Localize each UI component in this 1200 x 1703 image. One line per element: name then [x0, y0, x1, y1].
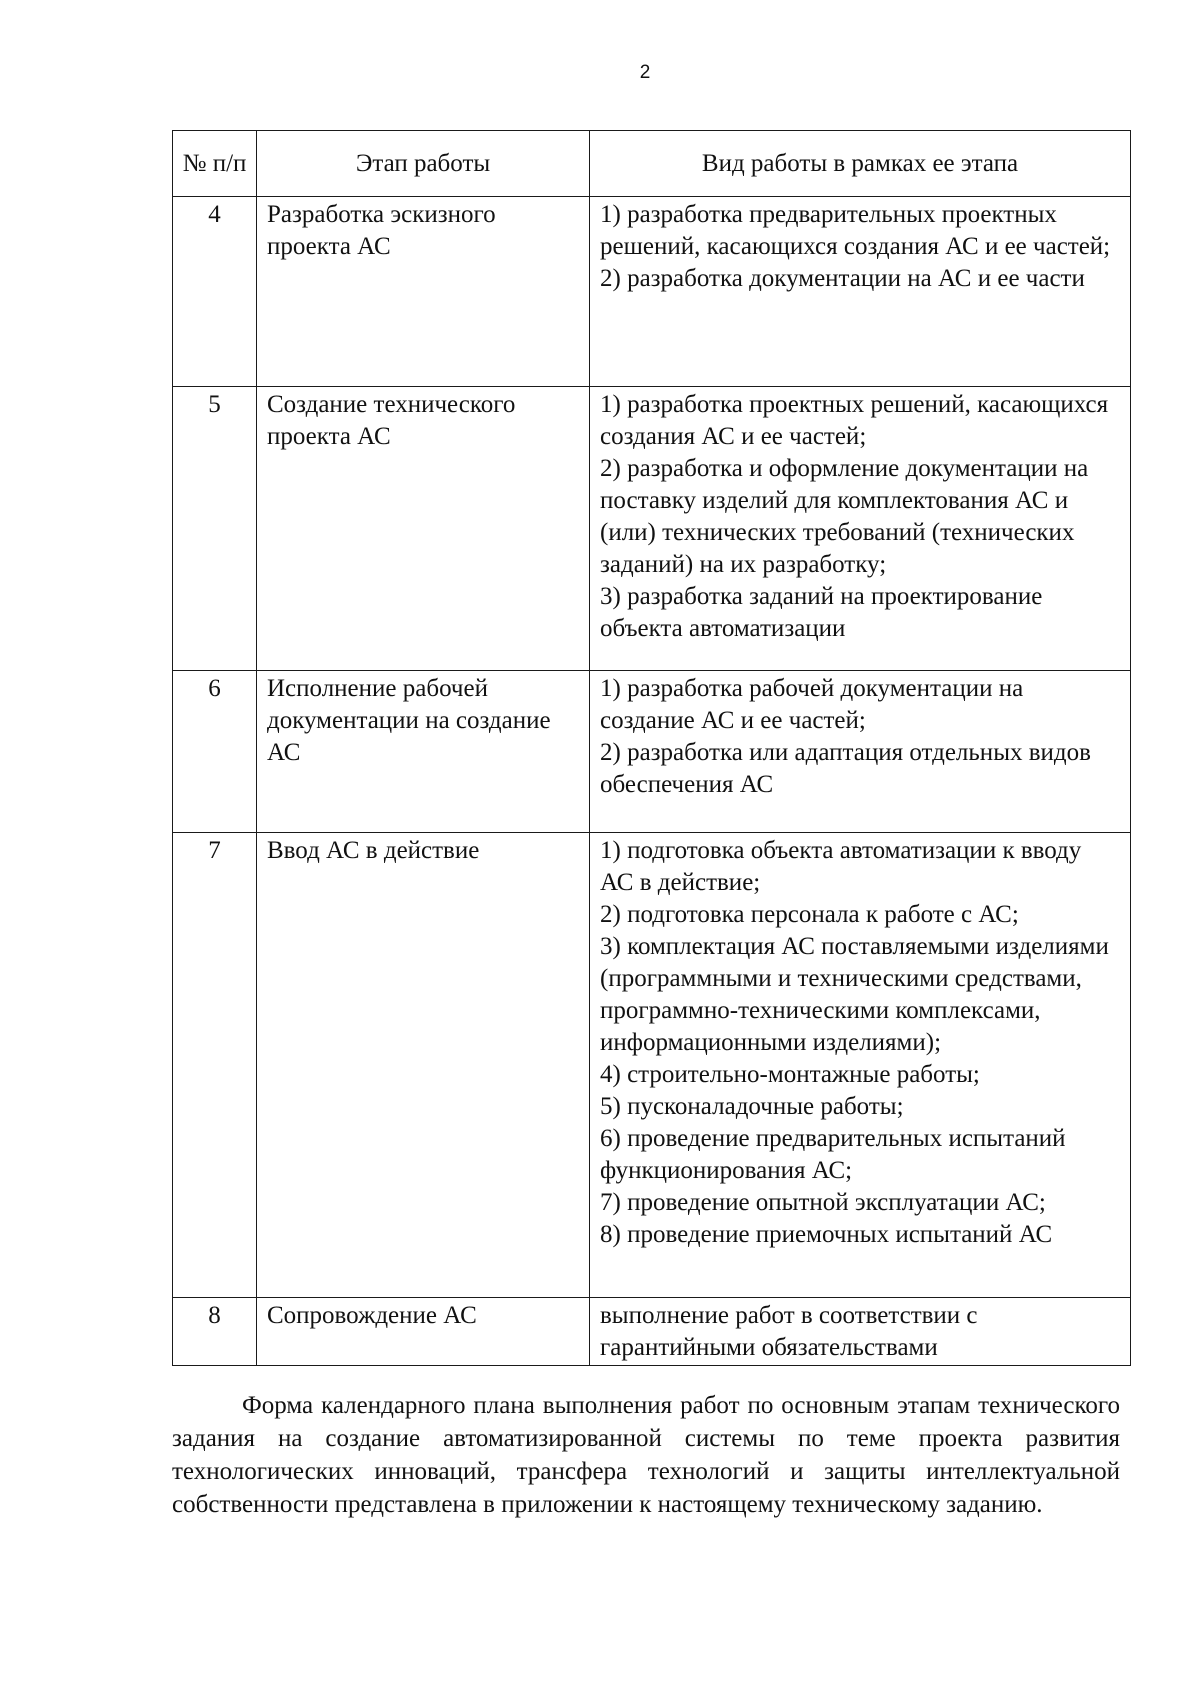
work-item: 1) разработка предварительных проектных решений, касающихся создания АС и ее частей;	[600, 201, 1111, 260]
row-work	[590, 671, 1131, 833]
header-number: № п/п	[173, 131, 257, 197]
work-item: 1) разработка рабочей документации на создание АС и ее частей;	[600, 675, 1024, 734]
closing-paragraph: Форма календарного плана выполнения работ по основным этапам технического задания на создание автоматизированной системы по теме проекта развития технологических инноваций, трансфера технологий и защиты интеллектуальной собственности представлена в приложении к настоящему техническому заданию.	[172, 1392, 1120, 1518]
row-work	[590, 197, 1131, 387]
row-work	[590, 833, 1131, 1298]
row-work	[590, 1298, 1131, 1366]
work-item: 2) разработка или адаптация отдельных видов обеспечения АС	[600, 739, 1091, 798]
row-stage: Исполнение рабочей документации на создание АС	[257, 671, 590, 833]
row-stage: Разработка эскизного проекта АС	[257, 197, 590, 387]
work-item: 2) подготовка персонала к работе с АС;	[600, 901, 1019, 928]
table-row	[173, 197, 1131, 387]
row-stage: Сопровождение АС	[257, 1298, 590, 1366]
stages-table	[172, 130, 1131, 1366]
table-header-row	[173, 131, 1131, 197]
row-number: 8	[173, 1298, 257, 1366]
work-item: 3) разработка заданий на проектирование объекта автоматизации	[600, 583, 1043, 642]
table-row	[173, 1298, 1131, 1366]
work-item: 8) проведение приемочных испытаний АС	[600, 1221, 1053, 1248]
work-item: выполнение работ в соответствии с гарантийными обязательствами	[600, 1302, 978, 1361]
row-number: 4	[173, 197, 257, 387]
page-number: 2	[639, 62, 651, 83]
table-row	[173, 833, 1131, 1298]
work-item: 7) проведение опытной эксплуатации АС;	[600, 1189, 1046, 1216]
work-item: 5) пусконаладочные работы;	[600, 1093, 904, 1120]
header-stage: Этап работы	[257, 131, 590, 197]
table-row	[173, 671, 1131, 833]
row-stage: Создание технического проекта АС	[257, 387, 590, 671]
work-item: 6) проведение предварительных испытаний функционирования АС;	[600, 1125, 1066, 1184]
row-number: 5	[173, 387, 257, 671]
row-work	[590, 387, 1131, 671]
row-stage: Ввод АС в действие	[257, 833, 590, 1298]
work-item: 3) комплектация АС поставляемыми изделиями (программными и техническими средствами, программно-техническими комплексами, информационными изделиями);	[600, 933, 1109, 1056]
work-item: 2) разработка и оформление документации на поставку изделий для комплектования АС и (или) технических требований (технических заданий) на их разработку;	[600, 455, 1089, 578]
table-row	[173, 387, 1131, 671]
work-item: 1) подготовка объекта автоматизации к вводу АС в действие;	[600, 837, 1082, 896]
row-number: 6	[173, 671, 257, 833]
work-item: 2) разработка документации на АС и ее части	[600, 265, 1085, 292]
work-item: 1) разработка проектных решений, касающихся создания АС и ее частей;	[600, 391, 1109, 450]
row-number: 7	[173, 833, 257, 1298]
header-work: Вид работы в рамках ее этапа	[590, 131, 1131, 197]
work-item: 4) строительно-монтажные работы;	[600, 1061, 980, 1088]
